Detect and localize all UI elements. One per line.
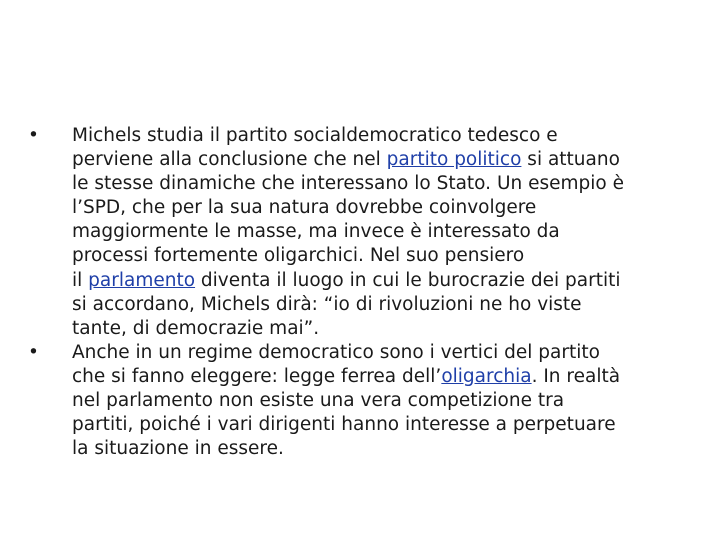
bullet-list — [28, 124, 688, 461]
text-segment: tante, di democrazie mai”. — [72, 317, 320, 339]
text-line — [72, 148, 688, 172]
text-segment: perviene alla conclusione che nel — [72, 149, 387, 171]
text-segment: processi fortemente oligarchici. Nel suo pensiero — [72, 245, 525, 267]
bullet-marker: • — [28, 125, 39, 146]
text-segment: la situazione in essere. — [72, 438, 284, 460]
text-line — [72, 124, 688, 148]
text-segment: l’SPD, che per la sua natura dovrebbe coinvolgere — [72, 197, 537, 219]
text-segment: Michels studia il partito socialdemocratico tedesco e — [72, 125, 558, 146]
text-segment: il — [72, 269, 89, 291]
hyperlink-parlamento[interactable]: parlamento — [88, 269, 196, 291]
text-segment: Anche in un regime democratico sono i vertici del partito — [72, 341, 600, 363]
text-line — [72, 293, 688, 317]
text-segment: le stesse dinamiche che interessano lo Stato. Un esempio è — [72, 173, 624, 195]
text-segment: che si fanno eleggere: legge ferrea dell’ — [72, 365, 442, 387]
text-segment: maggiormente le masse, ma invece è interessato da — [72, 221, 560, 243]
text-segment: si attuano — [521, 149, 620, 171]
text-line — [72, 172, 688, 196]
text-segment: diventa il luogo in cui le burocrazie dei partiti — [195, 269, 621, 291]
text-line — [72, 220, 688, 244]
text-segment: partiti, poiché i vari dirigenti hanno interesse a perpetuare — [72, 414, 616, 436]
text-line — [72, 317, 688, 341]
bullet-marker: • — [28, 341, 39, 363]
text-line — [72, 341, 688, 365]
text-line — [72, 269, 688, 293]
text-line — [72, 196, 688, 220]
text-segment: si accordano, Michels dirà: “io di rivoluzioni ne ho viste — [72, 293, 582, 315]
text-line — [72, 413, 688, 437]
text-line — [72, 437, 688, 461]
text-line — [72, 389, 688, 413]
hyperlink-oligarchia[interactable]: oligarchia — [441, 365, 532, 387]
text-segment: nel parlamento non esiste una vera competizione tra — [72, 390, 565, 412]
text-segment: . In realtà — [531, 365, 621, 387]
text-line — [72, 244, 688, 268]
text-line — [72, 365, 688, 389]
hyperlink-partito-politico[interactable]: partito politico — [386, 149, 522, 171]
bullet-item — [28, 341, 688, 461]
bullet-item — [28, 124, 688, 341]
